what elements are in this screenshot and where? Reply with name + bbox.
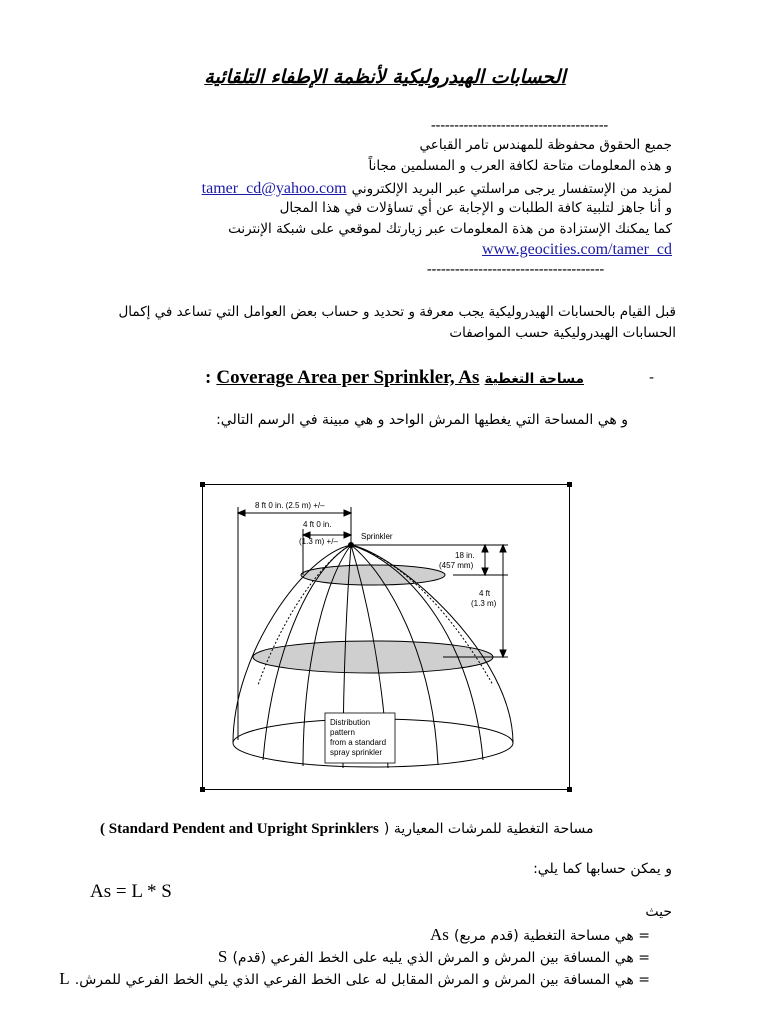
credits-line-4: و أنا جاهز لتلبية كافة الطلبات و الإجابة عن أي تساؤلات في هذا المجال <box>279 200 672 216</box>
dim-18-label-2: (457 mm) <box>439 561 474 570</box>
definition-symbol: L <box>59 969 70 988</box>
dim-4ft-label-1: 4 ft <box>479 589 491 598</box>
credits-line-3 <box>202 178 672 198</box>
section-colon: : <box>205 367 212 388</box>
distribution-label-2: pattern <box>330 728 355 737</box>
section-english-title: Coverage Area per Sprinkler, As <box>216 367 480 388</box>
document-title: الحسابات الهيدروليكية لأنظمة الإطفاء التلقائية <box>204 66 566 88</box>
definition-row-as <box>430 925 650 945</box>
sprinkler-label: Sprinkler <box>361 532 393 541</box>
standard-english: ( Standard Pendent and Upright Sprinklers <box>100 821 379 837</box>
standard-arabic: مساحة التغطية للمرشات المعيارية ( <box>383 821 594 837</box>
dim-18-label-1: 18 in. <box>455 551 475 560</box>
top-separator: -------------------------------------- <box>431 118 609 133</box>
credits-line-1: جميع الحقوق محفوظة للمهندس تامر القباعي <box>419 137 672 153</box>
intro-line-1: قبل القيام بالحسابات الهيدروليكية يجب معرفة و تحديد و حساب بعض العوامل التي تساعد في إكمال <box>118 304 676 320</box>
email-link[interactable]: tamer_cd@yahoo.com <box>201 180 347 197</box>
credits-line-3-text: لمزيد من الإستفسار يرجى مراسلتي عبر البريد الإلكتروني <box>351 181 672 197</box>
sprinkler-coverage-diagram <box>202 484 570 790</box>
definition-text: = هي المسافة بين المرش و المرش المقابل له على الخط الفرعي الذي يلي الخط الفرعي للمرش. <box>74 972 650 988</box>
sprinkler-head <box>348 542 354 548</box>
definition-text: = هي المسافة بين المرش و المرش الذي يليه على الخط الفرعي (قدم) <box>232 950 650 966</box>
coverage-formula: As = L * S <box>90 881 172 902</box>
section-bullet: - <box>649 370 655 386</box>
section-arabic-title: مساحة التغطية <box>484 371 584 387</box>
dim-inner-label-1: 4 ft 0 in. <box>303 520 332 529</box>
distribution-label-1: Distribution <box>330 718 371 727</box>
definition-text: = هي مساحة التغطية (قدم مربع) <box>454 928 650 944</box>
definition-symbol: S <box>217 947 228 966</box>
definition-symbol: As <box>430 925 449 944</box>
section-heading <box>205 367 584 389</box>
distribution-label-3: from a standard <box>330 738 387 747</box>
dim-4ft-label-2: (1.3 m) <box>471 599 497 608</box>
calc-intro: و يمكن حسابها كما يلي: <box>533 861 672 877</box>
dim-inner-label-2: (1.3 m) +/– <box>299 537 338 546</box>
dim-outer-label: 8 ft 0 in. (2.5 m) +/– <box>255 501 325 510</box>
where-label: حيث <box>645 904 672 920</box>
credits-line-5: كما يمكنك الإستزادة من هذة المعلومات عبر زيارتك لموقعي على شبكة الإنترنت <box>228 221 672 237</box>
intro-line-2: الحسابات الهيدروليكية حسب المواصفات <box>449 325 676 341</box>
credits-line-2: و هذه المعلومات متاحة لكافة العرب و المسلمين مجاناً <box>368 158 672 174</box>
standard-sprinklers-line <box>100 818 593 838</box>
section-description: و هي المساحة التي يغطيها المرش الواحد و هي مبينة في الرسم التالي: <box>216 412 628 428</box>
website-link[interactable]: www.geocities.com/tamer_cd <box>481 241 672 258</box>
bottom-separator: -------------------------------------- <box>427 262 605 277</box>
distribution-label-4: spray sprinkler <box>330 748 383 757</box>
definition-row-l <box>49 969 650 989</box>
definition-row-s <box>208 947 650 967</box>
